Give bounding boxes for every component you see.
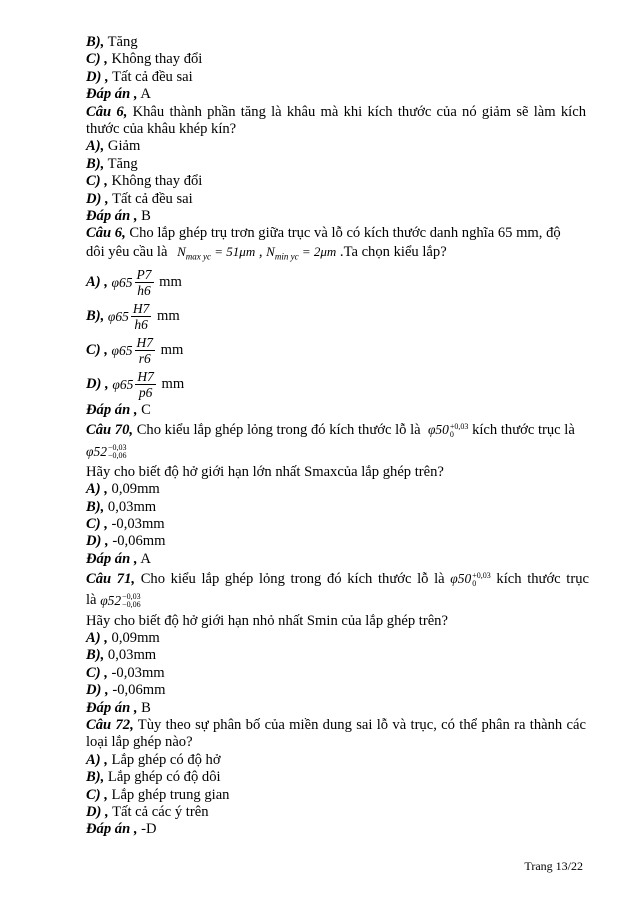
nmax-symbol: $N_{max yc} = 51\mu m$ <box>177 243 256 262</box>
shaft-dimension: φ52 −0,03 −0,06 <box>86 442 127 460</box>
hole-tolerance: +0,03 0 <box>472 570 491 588</box>
option-line: A) , 0,09mm <box>86 629 160 646</box>
fit-option: C) , φ65 $\frac{H7}{r6}$ mm <box>86 335 184 367</box>
answer-line: Đáp án , A <box>86 550 151 567</box>
nmin-symbol: $N_{min yc} = 2\mu m$ <box>266 243 337 262</box>
fit-fraction: $\frac{P7}{h6}$ <box>136 267 152 299</box>
shaft-dimension: là φ52 −0,03 −0,06 <box>86 591 141 609</box>
answer-line: Đáp án , C <box>86 401 151 418</box>
option-line: B), 0,03mm <box>86 498 157 515</box>
answer-line: Đáp án , -D <box>86 821 157 838</box>
option-line: A) , 0,09mm <box>86 481 160 498</box>
page-number: Trang 13/22 <box>524 859 583 873</box>
option-line: D) , Tất cả các ý trên <box>86 804 209 820</box>
option-line: D) , -0,06mm <box>86 533 166 550</box>
question-text-cont: dôi yêu cầu là $N_{max yc} = 51\mu m$ , $N_{min yc} = 2\mu m$ .Ta chọn kiểu lắp? <box>86 243 447 262</box>
option-line: C) , -0,03mm <box>86 664 165 681</box>
question-text: Câu 70, Cho kiểu lắp ghép lỏng trong đó kích thước lỗ là φ50 +0,03 0 kích thước trục là <box>86 421 575 439</box>
option-line: C) , Lắp ghép trung gian <box>86 786 230 803</box>
option-line: C) , Không thay đổi <box>86 173 203 190</box>
question-text: Câu 72, Tùy theo sự phân bố của miền dung sai lỗ và trục, có thể phân ra thành các loại lắp ghép nào? <box>86 716 586 751</box>
option-line: C) , Không thay đổi <box>86 51 203 68</box>
option-line: B), Tăng <box>86 34 138 50</box>
option-line: C) , -0,03mm <box>86 515 165 532</box>
option-line: B), 0,03mm <box>86 647 157 664</box>
option-line: D) , Tất cả đều sai <box>86 68 193 85</box>
question-text: Câu 71, Cho kiểu lắp ghép lỏng trong đó kích thước lỗ là φ50 +0,03 0 kích thước trục <box>86 570 589 588</box>
option-line: D) , -0,06mm <box>86 682 166 699</box>
fit-option: D) , φ65 $\frac{H7}{p6}$ mm <box>86 369 185 401</box>
fit-option: B), φ65 $\frac{H7}{h6}$ mm <box>86 301 180 333</box>
hole-tolerance: +0,03 0 <box>449 421 469 439</box>
question-prompt: Hãy cho biết độ hở giới hạn nhỏ nhất Smin của lắp ghép trên? <box>86 612 448 629</box>
answer-line: Đáp án , B <box>86 208 151 225</box>
option-line: B), Lắp ghép có độ dôi <box>86 769 221 786</box>
option-line: A), Giảm <box>86 138 141 155</box>
fit-fraction: $\frac{H7}{h6}$ <box>132 301 150 333</box>
option-line: B), Tăng <box>86 155 138 172</box>
fit-fraction: $\frac{H7}{r6}$ <box>136 335 154 367</box>
option-line: A) , Lắp ghép có độ hở <box>86 751 221 768</box>
question-text: Câu 6, Khâu thành phần tăng là khâu mà khi kích thước của nó giảm sẽ làm kích thước của khâu khép kín? <box>86 103 586 138</box>
option-line: D) , Tất cả đều sai <box>86 190 193 207</box>
fit-fraction: $\frac{H7}{p6}$ <box>137 369 154 401</box>
question-prompt: Hãy cho biết độ hở giới hạn lớn nhất Smaxcủa lắp ghép trên? <box>86 463 444 480</box>
question-text: Câu 6, Cho lắp ghép trụ trơn giữa trục và lỗ có kích thước danh nghĩa 65 mm, độ <box>86 225 561 242</box>
content-column <box>86 34 589 839</box>
fit-option: A) , φ65 $\frac{P7}{h6}$ mm <box>86 267 182 299</box>
shaft-tolerance: −0,03 −0,06 <box>107 442 127 460</box>
shaft-tolerance: −0,03 −0,06 <box>122 591 141 609</box>
answer-line: Đáp án , B <box>86 699 151 716</box>
answer-line: Đáp án , A <box>86 86 151 103</box>
